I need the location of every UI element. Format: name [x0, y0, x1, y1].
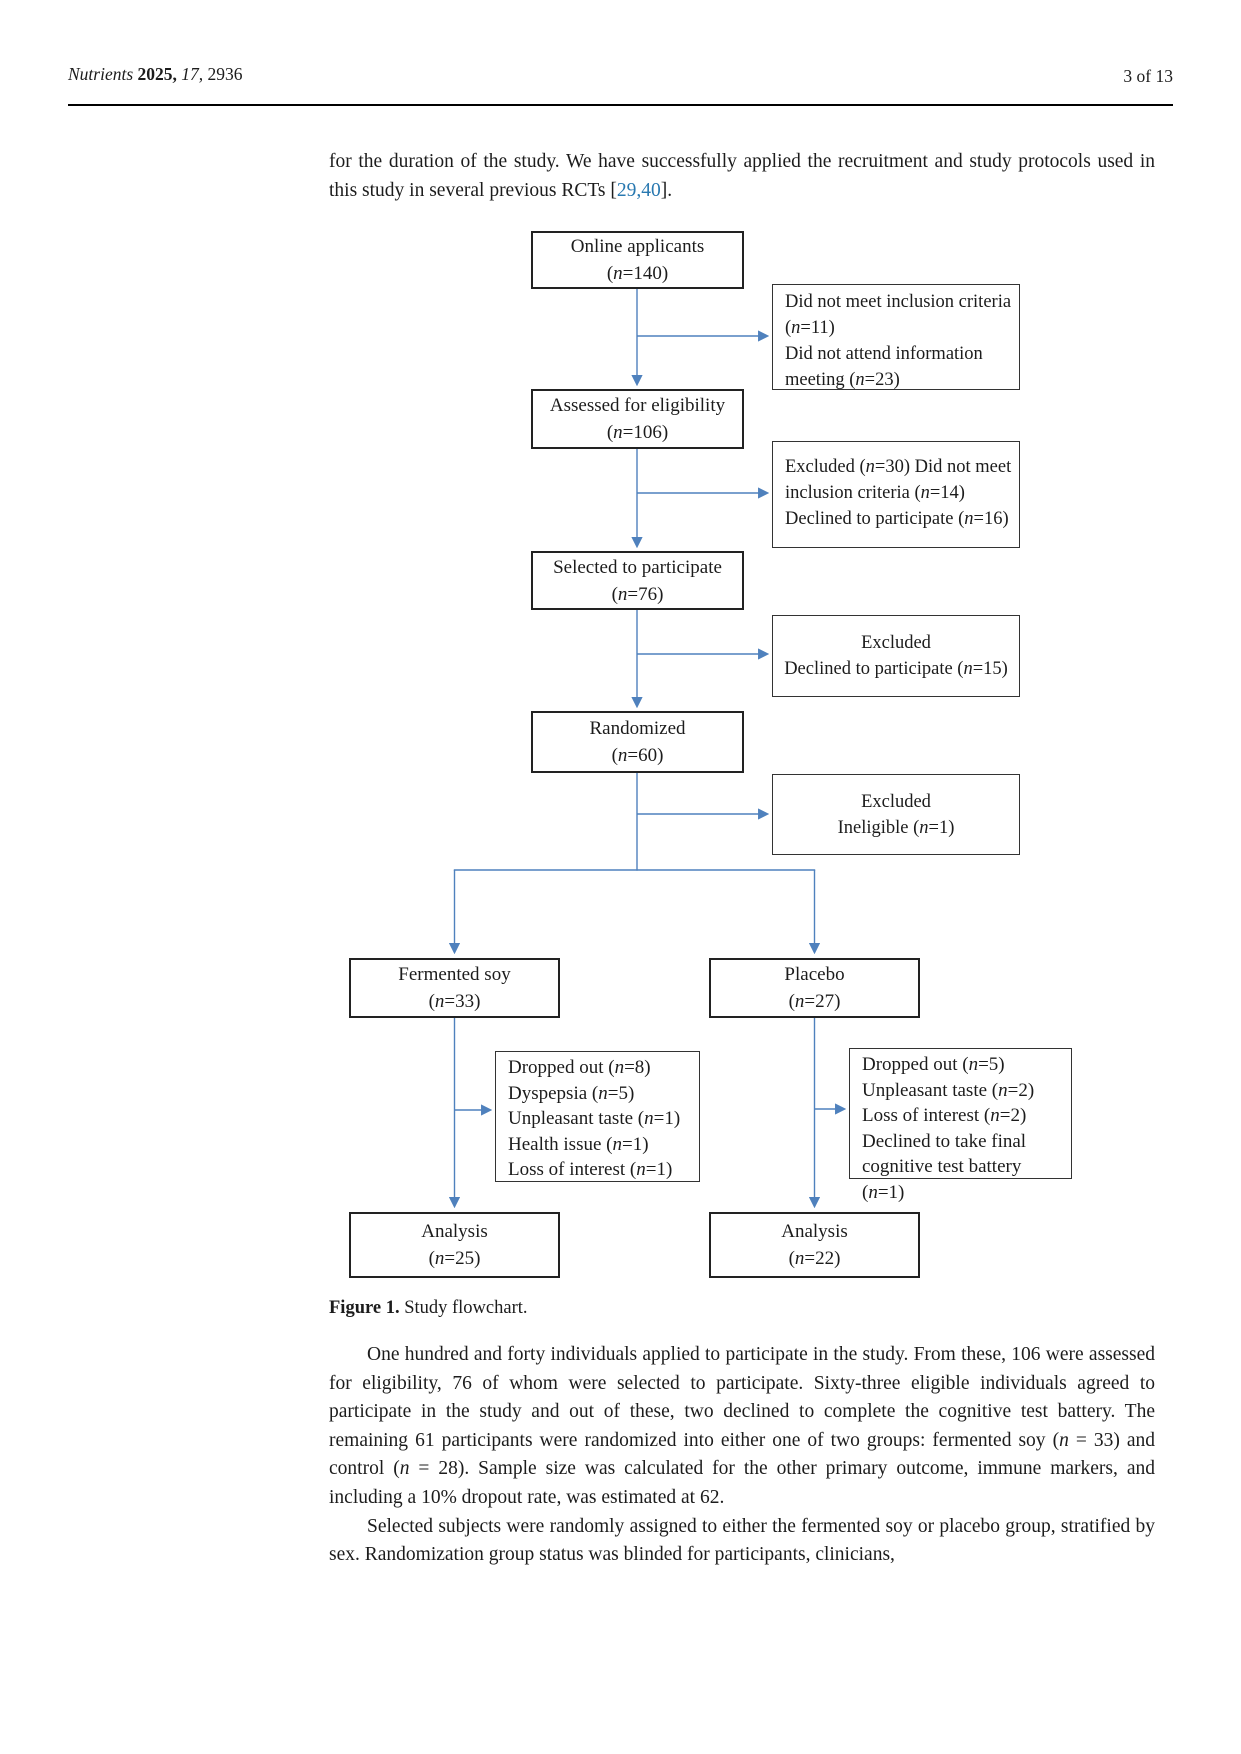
flow-box-line: meeting (n=23) [785, 370, 900, 390]
flow-box-excluded-30 [772, 441, 1020, 548]
intro-text-after: ]. [660, 180, 673, 201]
flow-box-selected-participate [531, 551, 744, 610]
flow-box-line: (n=22) [788, 1248, 841, 1269]
flow-box-line: (n=140) [606, 263, 669, 284]
flow-box-line: Did not meet inclusion criteria [785, 292, 1012, 312]
journal-volume: 17, [181, 64, 204, 84]
journal-article-number: 2936 [207, 64, 243, 84]
flow-box-line: Declined to participate (n=15) [784, 659, 1008, 679]
journal-name: Nutrients [68, 64, 134, 84]
flow-box-randomized [531, 711, 744, 773]
flow-box-line: (n=33) [428, 991, 481, 1012]
flow-box-line: (n=27) [788, 991, 841, 1012]
flow-box-line: Online applicants [570, 236, 705, 257]
figure-caption-label: Figure 1. [329, 1298, 400, 1318]
flow-box-line: Dyspepsia (n=5) [508, 1082, 635, 1104]
flow-box-excluded-declined-15 [772, 615, 1020, 697]
body-text [329, 1341, 1155, 1570]
intro-text-before: for the duration of the study. We have successfully applied the recruitment and study protocols used in this study in several previous RCTs [ [329, 151, 1155, 201]
flow-box-line: (n=76) [611, 583, 664, 605]
flow-box-line: Analysis [781, 1221, 848, 1242]
flow-box-placebo [709, 958, 920, 1018]
flow-box-line: (n=60) [611, 745, 664, 766]
flow-box-analysis-soy [349, 1212, 560, 1278]
flow-box-line: Excluded (n=30) Did not meet [785, 457, 1012, 477]
flow-box-line: Unpleasant taste (n=2) [862, 1079, 1035, 1101]
flow-box-line: Excluded [861, 633, 931, 653]
flow-box-line: Excluded [861, 791, 931, 812]
flow-box-line: (n=106) [606, 422, 669, 443]
flow-box-line: Analysis [421, 1221, 488, 1242]
flow-box-fermented-soy [349, 958, 560, 1018]
flow-box-excluded-ineligible [772, 774, 1020, 855]
flow-box-line: (n=11) [785, 318, 835, 338]
flow-box-online-applicants [531, 231, 744, 289]
flow-box-line: Fermented soy [398, 964, 511, 985]
citation-link-29-40[interactable]: 29,40 [616, 180, 661, 201]
figure-caption-text: Study flowchart. [404, 1298, 528, 1318]
journal-year: 2025, [137, 64, 177, 84]
body-paragraph-1: One hundred and forty individuals applied to participate in the study. From these, 106 were assessed for eligibility, 76 of whom were selected to participate. Sixty-three eligible individuals agreed to participate in the study and out of these, two declined to complete the cognitive test battery. The remaining 61 participants were randomized into either one of two groups: fermented soy (n = 33) and control (n = 28). Sample size was calculated for the other primary outcome, immune markers, and including a 10% dropout rate, was estimated at 62. [329, 1344, 1156, 1508]
flow-box-line: cognitive test battery (n=1) [862, 1156, 1022, 1203]
flow-box-line: Randomized [589, 718, 686, 739]
flow-box-line: Ineligible (n=1) [837, 817, 955, 838]
flow-box-line: Dropped out (n=5) [862, 1054, 1005, 1075]
flow-box-line: Selected to participate [553, 556, 722, 578]
flow-box-dropped-out-soy [495, 1051, 700, 1182]
flow-box-assessed-eligibility [531, 389, 744, 449]
flow-box-line: Declined to participate (n=16) [785, 509, 1009, 529]
flow-box-dropped-out-placebo [849, 1048, 1072, 1203]
flow-box-line: Dropped out (n=8) [508, 1057, 651, 1078]
flow-box-analysis-placebo [709, 1212, 920, 1278]
flow-box-line: Loss of interest (n=1) [508, 1159, 673, 1180]
flow-box-line: Declined to take final [862, 1130, 1027, 1152]
body-paragraph-2: Selected subjects were randomly assigned to either the fermented soy or placebo group, stratified by sex. Randomization group status was blinded for participants, clinicians, [329, 1515, 1155, 1566]
page-number: 3 of 13 [1123, 66, 1173, 86]
flow-box-line: (n=25) [428, 1248, 481, 1269]
flow-box-line: Health issue (n=1) [508, 1133, 649, 1155]
flow-box-line: Loss of interest (n=2) [862, 1105, 1027, 1126]
flow-box-line: Unpleasant taste (n=1) [508, 1108, 681, 1129]
flow-box-line: inclusion criteria (n=14) [785, 483, 965, 503]
flow-box-line: Placebo [784, 964, 845, 985]
flow-box-line: Assessed for eligibility [549, 395, 726, 416]
flow-box-did-not-meet-criteria [772, 284, 1020, 390]
flow-box-line: Did not attend information [785, 344, 983, 364]
figure-caption [329, 1298, 1155, 1319]
